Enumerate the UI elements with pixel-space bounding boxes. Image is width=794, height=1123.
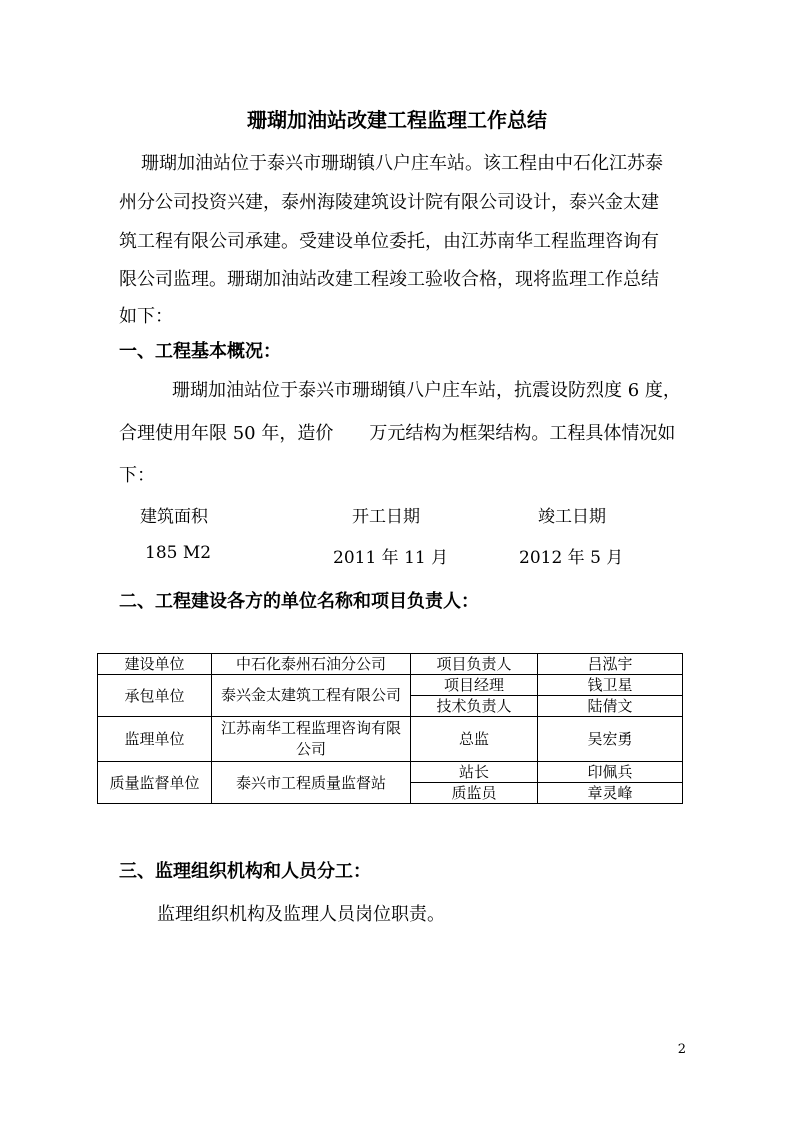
role-cell: 总监 [411, 717, 538, 762]
section3-line: 监理组织机构及监理人员岗位职责。 [157, 904, 445, 925]
table-row [98, 717, 683, 762]
company-cell: 中石化泰州石油分公司 [212, 654, 411, 675]
unit-cell: 承包单位 [98, 675, 212, 717]
start-date-value: 2011 年 11 月 [333, 548, 449, 568]
end-date-value: 2012 年 5 月 [519, 548, 624, 568]
unit-cell: 建设单位 [98, 654, 212, 675]
area-label: 建筑面积 [140, 507, 208, 527]
parties-table [97, 653, 683, 804]
person-cell: 章灵峰 [538, 783, 683, 804]
end-date-label: 竣工日期 [538, 507, 606, 527]
unit-cell: 质量监督单位 [98, 762, 212, 804]
company-cell: 泰兴市工程质量监督站 [212, 762, 411, 804]
section2-heading: 二、工程建设各方的单位名称和项目负责人： [119, 591, 479, 612]
role-cell: 质监员 [411, 783, 538, 804]
intro-line-5: 如下： [119, 306, 173, 327]
person-cell: 吕泓宇 [538, 654, 683, 675]
unit-cell: 监理单位 [98, 717, 212, 762]
person-cell: 印佩兵 [538, 762, 683, 783]
company-cell: 江苏南华工程监理咨询有限公司 [212, 717, 411, 762]
intro-line-2: 州分公司投资兴建，泰州海陵建筑设计院有限公司设计，泰兴金太建 [119, 192, 659, 213]
role-cell: 项目经理 [411, 675, 538, 696]
start-date-label: 开工日期 [352, 507, 420, 527]
section1-heading: 一、工程基本概况： [119, 341, 281, 362]
role-cell: 技术负责人 [411, 696, 538, 717]
page-number: 2 [677, 1042, 686, 1057]
area-value: 185 M2 [145, 543, 212, 563]
intro-line-3: 筑工程有限公司承建。受建设单位委托，由江苏南华工程监理咨询有 [119, 231, 659, 252]
section1-line-2: 合理使用年限 50 年，造价 万元结构为框架结构。工程具体情况如 [119, 423, 676, 444]
person-cell: 吴宏勇 [538, 717, 683, 762]
role-cell: 站长 [411, 762, 538, 783]
intro-line-1: 珊瑚加油站位于泰兴市珊瑚镇八户庄车站。该工程由中石化江苏泰 [141, 153, 663, 174]
section1-line-1: 珊瑚加油站位于泰兴市珊瑚镇八户庄车站，抗震设防烈度 6 度， [172, 380, 681, 401]
role-cell: 项目负责人 [411, 654, 538, 675]
section1-line-3: 下： [119, 465, 155, 486]
company-cell: 泰兴金太建筑工程有限公司 [212, 675, 411, 717]
intro-line-4: 限公司监理。珊瑚加油站改建工程竣工验收合格，现将监理工作总结 [119, 269, 659, 290]
section3-heading: 三、监理组织机构和人员分工： [119, 861, 371, 882]
table-row [98, 654, 683, 675]
table-row [98, 675, 683, 696]
person-cell: 陆倩文 [538, 696, 683, 717]
table-row [98, 762, 683, 783]
document-title: 珊瑚加油站改建工程监理工作总结 [247, 108, 547, 132]
person-cell: 钱卫星 [538, 675, 683, 696]
